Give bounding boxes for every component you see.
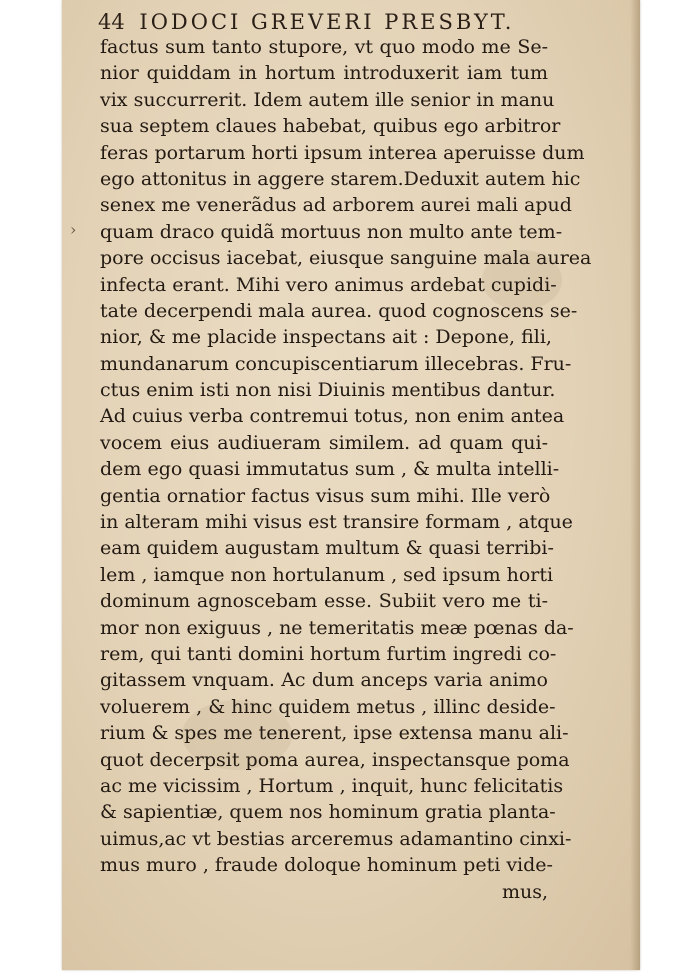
running-head: IODOCI GREVERI PRESBYT. [139,10,515,34]
text-line: dominum agnoscebam esse. Subiit vero me ti- [100,590,548,613]
text-line: ac me vicissim , Hortum , inquit, hunc felicitatis [100,774,564,797]
text-line: mor non exiguus , ne temeritatis meæ pœnas da- [100,616,574,639]
text-line: vocem eius audiueram similem. ad quam qui- [100,431,548,454]
text-line: Ad cuius verba contremui totus, non enim antea [100,405,565,428]
text-line: voluerem , & hinc quidem metus , illinc deside- [100,695,556,718]
text-line: ctus enim isti non nisi Diuinis mentibus dantur. [100,379,556,402]
text-line: mus muro , fraude doloque hominum peti vide- [100,854,553,877]
text-line: gentia ornatior factus visus sum mihi. Ille verò [100,484,551,507]
text-line: ego attonitus in aggere starem.Deduxit autem hic [100,167,581,190]
catchword: mus, [501,880,548,903]
body-text [100,34,592,905]
text-line: quot decerpsit poma aurea, inspectansque poma [100,748,570,771]
text-line: quam draco quidã mortuus non multo ante tem- [100,220,563,243]
text-line: factus sum tanto stupore, vt quo modo me Se- [100,36,548,58]
text-line: rium & spes me tenerent, ipse extensa manu ali- [100,722,569,745]
margin-mark: › [70,220,77,239]
text-line: sua septem claues habebat, quibus ego arbitror [100,115,561,138]
text-line: nior quiddam in hortum introduxerit iam tum [100,62,548,85]
text-line: uimus,ac vt bestias arceremus adamantino cinxi- [100,827,572,850]
page-number: 44 [98,10,125,34]
text-line: & sapientiæ, quem nos hominum gratia planta- [100,801,556,824]
text-line: senex me venerãdus ad arborem aurei mali apud [100,194,572,217]
text-line: vix succurrerit. Idem autem ille senior in manu [100,88,555,111]
text-line: nior, & me placide inspectans ait : Depone, fili, [100,326,552,349]
text-line: lem , iamque non hortulanum , sed ipsum horti [100,563,554,586]
text-line: eam quidem augustam multum & quasi terribi- [100,537,554,560]
text-line: gitassem vnquam. Ac dum anceps varia animo [100,669,548,692]
text-line: feras portarum horti ipsum interea aperuisse dum [100,141,585,164]
text-line: in alteram mihi visus est transire formam , atque [100,511,573,534]
text-line: infecta erant. Mihi vero animus ardebat cupidi- [100,273,557,296]
text-line: rem, qui tanti domini hortum furtim ingredi co- [100,642,557,665]
text-line: pore occisus iacebat, eiusque sanguine mala aurea [100,247,592,270]
text-line: mundanarum concupiscentiarum illecebras. Fru- [100,352,572,375]
text-line: dem ego quasi immutatus sum , & multa intelli- [100,458,560,481]
page-gutter-shadow [630,0,640,970]
text-line: tate decerpendi mala aurea. quod cognoscens se- [100,299,578,322]
